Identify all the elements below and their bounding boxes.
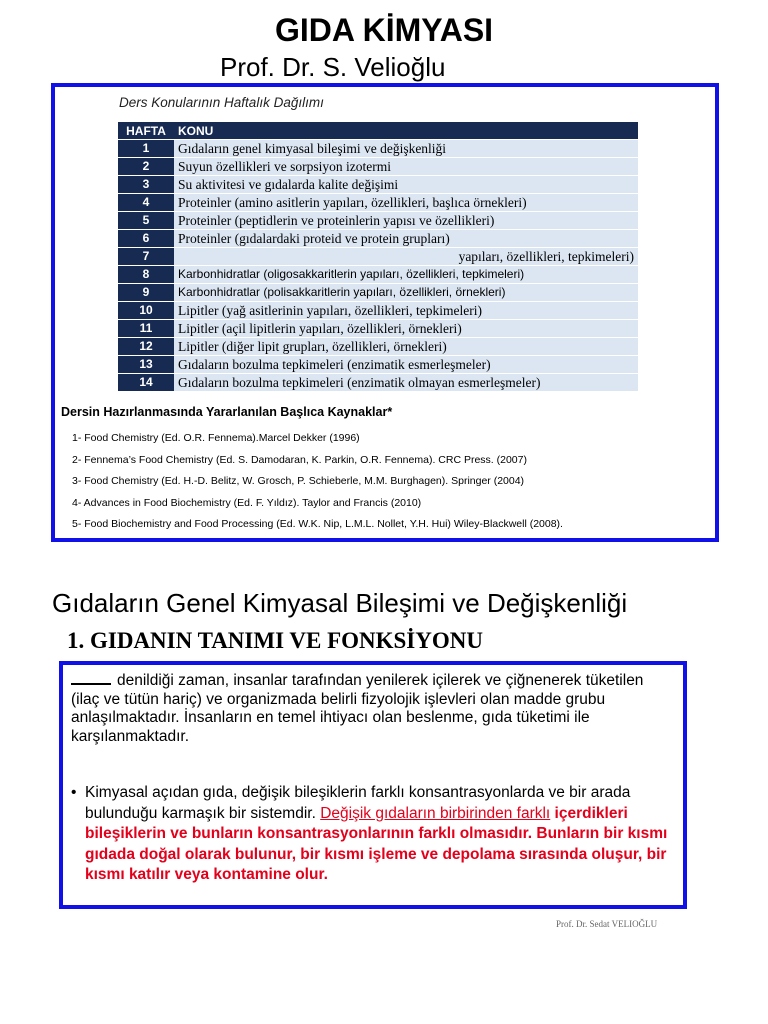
column-header-week: HAFTA	[118, 122, 174, 140]
week-number: 12	[118, 338, 174, 356]
week-topic: Proteinler (peptidlerin ve proteinlerin yapısı ve özellikleri)	[174, 212, 638, 230]
list-item: 2- Fennema’s Food Chemistry (Ed. S. Damodaran, K. Parkin, O.R. Fennema). CRC Press. (2007)	[72, 453, 527, 466]
week-number: 7	[118, 248, 174, 266]
table-row	[118, 194, 638, 212]
week-number: 11	[118, 320, 174, 338]
table-row	[118, 284, 638, 302]
week-number: 4	[118, 194, 174, 212]
course-schedule-frame	[51, 83, 719, 542]
list-item: 4- Advances in Food Biochemistry (Ed. F. Yıldız). Taylor and Francis (2010)	[72, 496, 422, 509]
author-footer: Prof. Dr. Sedat VELIOĞLU	[556, 919, 658, 929]
week-number: 5	[118, 212, 174, 230]
week-number: 3	[118, 176, 174, 194]
week-topic: Lipitler (yağ asitlerinin yapıları, özellikleri, tepkimeleri)	[174, 302, 638, 320]
definition-frame	[59, 661, 687, 909]
week-topic: Gıdaların bozulma tepkimeleri (enzimatik esmerleşmeler)	[174, 356, 638, 374]
page-subtitle: Prof. Dr. S. Velioğlu	[220, 52, 446, 82]
table-row	[118, 374, 638, 392]
week-topic: Lipitler (açil lipitlerin yapıları, özellikleri, örnekleri)	[174, 320, 638, 338]
week-number: 10	[118, 302, 174, 320]
fill-in-blank	[71, 669, 111, 685]
list-item: 5- Food Biochemistry and Food Processing (Ed. W.K. Nip, L.M.L. Nollet, Y.H. Hui) Wiley-Blackwell (2008).	[72, 518, 563, 530]
bullet-underlined-text: Değişik gıdaların birbirinden farklı	[320, 804, 551, 822]
references-heading: Dersin Hazırlanmasında Yararlanılan Başlıca Kaynaklar*	[61, 405, 393, 419]
table-row	[118, 176, 638, 194]
week-number: 13	[118, 356, 174, 374]
bullet-marker: •	[71, 784, 77, 801]
page-title: GIDA KİMYASI	[274, 12, 494, 48]
week-topic: Karbonhidratlar (oligosakkaritlerin yapıları, özellikleri, tepkimeleri)	[174, 266, 638, 284]
week-topic: Proteinler (amino asitlerin yapıları, özellikleri, başlıca örnekleri)	[174, 194, 638, 212]
table-row	[118, 158, 638, 176]
week-topic: Proteinler (gıdalardaki proteid ve protein grupları)	[174, 230, 638, 248]
week-number: 1	[118, 140, 174, 158]
definition-paragraph	[71, 669, 671, 746]
column-header-topic: KONU	[174, 122, 638, 140]
week-topic: Lipitler (diğer lipit grupları, özellikleri, örnekleri)	[174, 338, 638, 356]
table-row	[118, 212, 638, 230]
list-item: 1- Food Chemistry (Ed. O.R. Fennema).Marcel Dekker (1996)	[72, 432, 360, 444]
table-row	[118, 248, 638, 266]
references-list	[72, 428, 563, 536]
bullet-bold-text: içerdikleri bileşiklerin ve bunların konsantrasyonlarının farklı olmasıdır. Bunların bir kısmı gıdada doğal olarak bulunur, bir kısmı işleme ve depolama sırasında oluşur, bir kısmı katılır veya kontamine olur.	[85, 804, 668, 883]
bullet-paragraph	[71, 783, 671, 886]
section-title: Gıdaların Genel Kimyasal Bileşimi ve Değişkenliği	[52, 588, 628, 618]
table-row	[118, 140, 638, 158]
table-header-row	[118, 122, 638, 140]
week-topic: Su aktivitesi ve gıdalarda kalite değişimi	[174, 176, 638, 194]
weekly-schedule-table	[118, 122, 638, 391]
week-topic: Suyun özellikleri ve sorpsiyon izotermi	[174, 158, 638, 176]
week-number: 8	[118, 266, 174, 284]
schedule-caption: Ders Konularının Haftalık Dağılımı	[119, 95, 324, 110]
table-row	[118, 356, 638, 374]
table-row	[118, 230, 638, 248]
week-topic: yapıları, özellikleri, tepkimeleri)	[174, 248, 638, 266]
week-topic: Gıdaların genel kimyasal bileşimi ve değişkenliği	[174, 140, 638, 158]
list-item: 3- Food Chemistry (Ed. H.-D. Belitz, W. Grosch, P. Schieberle, M.M. Burghagen). Springer (2004)	[72, 475, 525, 487]
week-number: 14	[118, 374, 174, 392]
week-number: 6	[118, 230, 174, 248]
table-row	[118, 302, 638, 320]
definition-text: denildiği zaman, insanlar tarafından yenilerek içilerek ve çiğnenerek tüketilen (ilaç ve tütün hariç) ve organizmada belirli fizyolojik işlevleri olan madde grubu anlaşılmaktadır. İnsanların en temel ihtiyacı olan beslenme, gıda tüketimi ile karşılanmaktadır.	[71, 672, 644, 745]
week-topic: Karbonhidratlar (polisakkaritlerin yapıları, özellikleri, örnekleri)	[174, 284, 638, 302]
week-topic: Gıdaların bozulma tepkimeleri (enzimatik olmayan esmerleşmeler)	[174, 374, 638, 392]
table-row	[118, 338, 638, 356]
bullet-plain-text: Kimyasal açıdan gıda, değişik bileşiklerin farklı konsantrasyonlarda ve bir arada bulunduğu karmaşık bir sistemdir.	[85, 784, 631, 822]
table-row	[118, 266, 638, 284]
table-row	[118, 320, 638, 338]
week-number: 9	[118, 284, 174, 302]
section-subtitle: 1. GIDANIN TANIMI VE FONKSİYONU	[67, 628, 483, 653]
week-number: 2	[118, 158, 174, 176]
